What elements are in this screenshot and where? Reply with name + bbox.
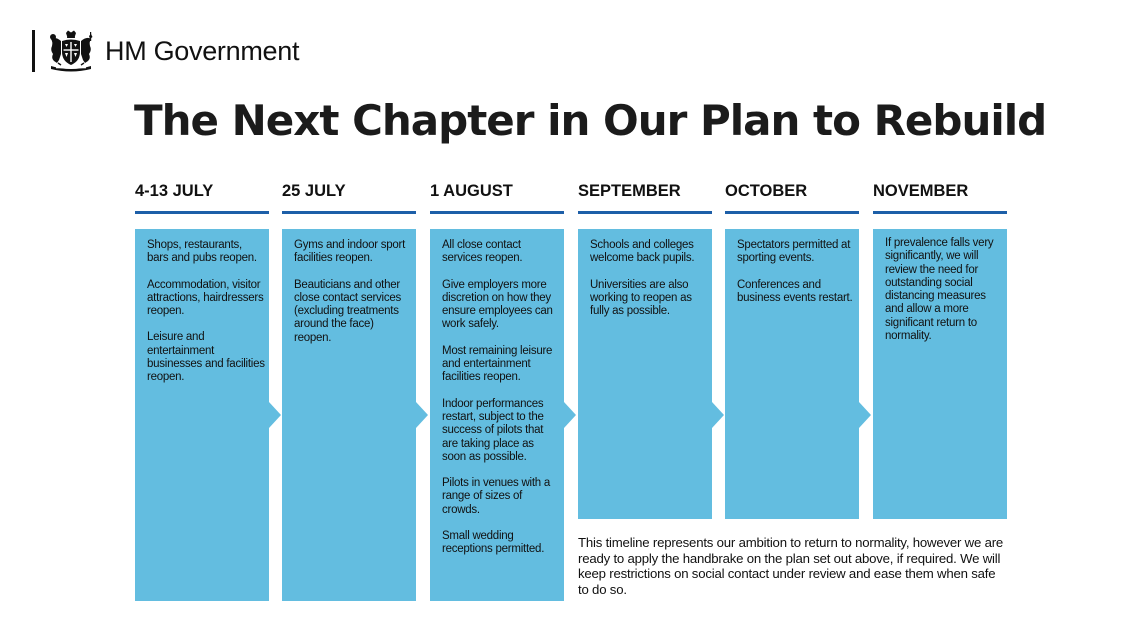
stage-item: Spectators permitted at sporting events.	[737, 239, 851, 265]
royal-coat-of-arms-icon	[45, 30, 97, 72]
stage-item: Give employers more discretion on how they ensure employees can work safely.	[442, 278, 553, 331]
stage-heading-rule	[135, 211, 269, 214]
page-title: The Next Chapter in Our Plan to Rebuild	[134, 96, 1047, 145]
stage-heading-rule	[578, 211, 712, 214]
org-name: HM Government	[105, 35, 300, 66]
stage-item: Small wedding receptions permitted.	[442, 530, 545, 556]
stage-content	[737, 239, 855, 318]
stage-box	[135, 229, 269, 601]
stage-box	[725, 229, 859, 519]
stage-heading-rule	[430, 211, 564, 214]
stage-box	[282, 229, 416, 601]
stage-item: All close contact services reopen.	[442, 239, 523, 265]
stage-item: If prevalence falls very significantly, we will review the need for outstanding social distancing measures and allow a more significant return to normality.	[885, 237, 994, 343]
stage-item: Schools and colleges welcome back pupils.	[590, 239, 695, 265]
stage-item: Most remaining leisure and entertainment facilities reopen.	[442, 344, 553, 384]
stage-heading-rule	[725, 211, 859, 214]
stage-content	[590, 239, 708, 331]
stage-heading: 4-13 JULY	[135, 182, 214, 200]
stage-heading: OCTOBER	[725, 182, 808, 200]
stage-item: Beauticians and other close contact services (excluding treatments around the face) reopen.	[294, 278, 401, 344]
timeline-footnote: This timeline represents our ambition to return to normality, however we are ready to apply the handbrake on the plan set out above, if required. We will keep restrictions on social contact under review and ease them when safe to do so.	[578, 535, 1004, 597]
stage-heading-rule	[282, 211, 416, 214]
stage-content	[442, 239, 560, 570]
stage-item: Pilots in venues with a range of sizes of crowds.	[442, 477, 551, 516]
brand-lockup	[32, 30, 299, 72]
stage-heading: 25 JULY	[282, 182, 346, 200]
stage-content	[294, 239, 412, 358]
stage-box	[430, 229, 564, 601]
stage-item: Leisure and entertainment businesses and facilities reopen.	[147, 331, 265, 384]
stage-item: Universities are also working to reopen as fully as possible.	[590, 278, 692, 318]
stage-heading: 1 AUGUST	[430, 182, 513, 200]
stage-item: Shops, restaurants, bars and pubs reopen.	[147, 239, 257, 265]
stage-item: Indoor performances restart, subject to the success of pilots that are taking place as soon as possible.	[442, 397, 544, 463]
stage-heading: NOVEMBER	[873, 182, 969, 200]
stage-item: Gyms and indoor sport facilities reopen.	[294, 239, 406, 265]
stage-content	[885, 237, 1003, 356]
stage-box	[578, 229, 712, 519]
stage-item: Accommodation, visitor attractions, hairdressers reopen.	[147, 278, 264, 318]
brand-divider	[32, 30, 35, 72]
stage-heading: SEPTEMBER	[578, 182, 681, 200]
stage-item: Conferences and business events restart.	[737, 278, 853, 304]
stage-box	[873, 229, 1007, 519]
timeline-arrow	[564, 229, 578, 602]
timeline-arrow	[269, 229, 283, 602]
stage-heading-rule	[873, 211, 1007, 214]
timeline-arrow	[416, 229, 430, 602]
stage-content	[147, 239, 265, 398]
